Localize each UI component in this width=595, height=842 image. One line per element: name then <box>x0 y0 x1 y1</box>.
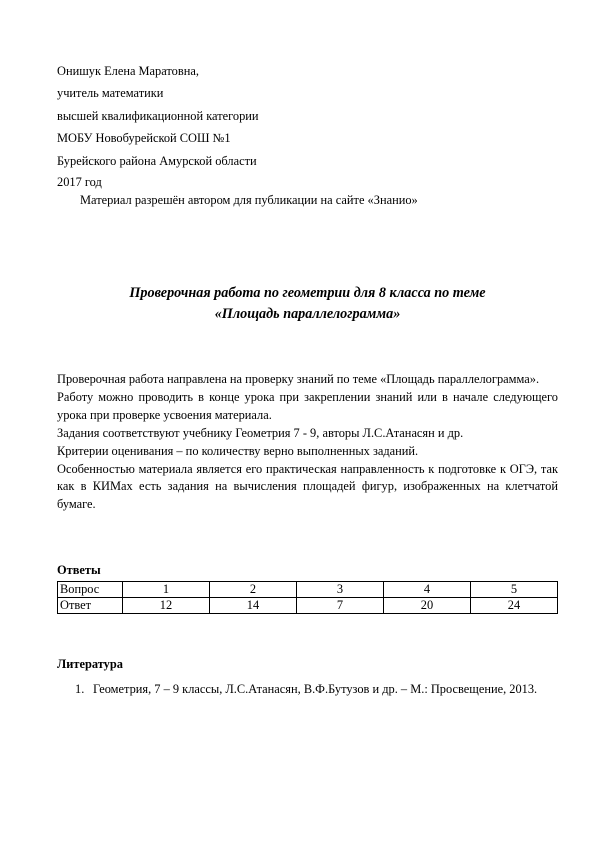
author-region: Бурейского района Амурской области <box>57 153 257 168</box>
table-cell: 1 <box>123 582 210 598</box>
table-cell: 12 <box>123 598 210 614</box>
title-line-1: Проверочная работа по геометрии для 8 класса по теме <box>129 285 486 301</box>
answers-heading: Ответы <box>57 563 101 577</box>
paragraph-criteria: Критерии оценивания – по количеству верно выполненных заданий. <box>57 443 419 458</box>
list-item-number: 1. <box>75 682 85 696</box>
author-school: МОБУ Новобурейской СОШ №1 <box>57 131 231 146</box>
table-row <box>58 582 558 598</box>
list-item <box>75 680 558 699</box>
table-cell: 7 <box>297 598 384 614</box>
table-cell: 24 <box>471 598 558 614</box>
table-cell: 4 <box>384 582 471 598</box>
permission-note: Материал разрешён автором для публикации на сайте «Знанио» <box>80 193 418 207</box>
paragraph-feature: Особенностью материала является его практическая направленность к подготовке к ОГЭ, так как в КИМах есть задания на вычисления площадей фигур, изображенных на клетчатой бумаге. <box>57 461 558 512</box>
table-cell: 5 <box>471 582 558 598</box>
table-cell: 2 <box>210 582 297 598</box>
paragraph-purpose: Проверочная работа направлена на проверку знаний по теме «Площадь параллелограмма». <box>57 372 540 386</box>
year: 2017 год <box>57 175 102 189</box>
table-row <box>58 598 558 614</box>
author-block <box>57 60 259 172</box>
author-name: Онишук Елена Маратовна, <box>57 64 199 78</box>
literature-list <box>75 680 558 699</box>
author-position: учитель математики <box>57 86 164 101</box>
table-cell: Вопрос <box>58 582 123 598</box>
description-body <box>57 371 558 514</box>
list-item-text: Геометрия, 7 – 9 классы, Л.С.Атанасян, В.Ф.Бутузов и др. – М.: Просвещение, 2013. <box>93 682 538 696</box>
table-cell: Ответ <box>58 598 123 614</box>
table-cell: 20 <box>384 598 471 614</box>
paragraph-textbook: Задания соответствуют учебнику Геометрия 7 - 9, авторы Л.С.Атанасян и др. <box>57 425 464 440</box>
author-category: высшей квалификационной категории <box>57 108 259 123</box>
table-cell: 14 <box>210 598 297 614</box>
title-line-2: «Площадь параллелограмма» <box>214 306 401 322</box>
paragraph-usage: Работу можно проводить в конце урока при закреплении знаний или в начале следующего урока при проверке усвоения материала. <box>57 389 558 422</box>
table-cell: 3 <box>297 582 384 598</box>
document-title <box>57 283 558 325</box>
literature-heading: Литература <box>57 657 123 671</box>
answers-table <box>57 581 558 614</box>
